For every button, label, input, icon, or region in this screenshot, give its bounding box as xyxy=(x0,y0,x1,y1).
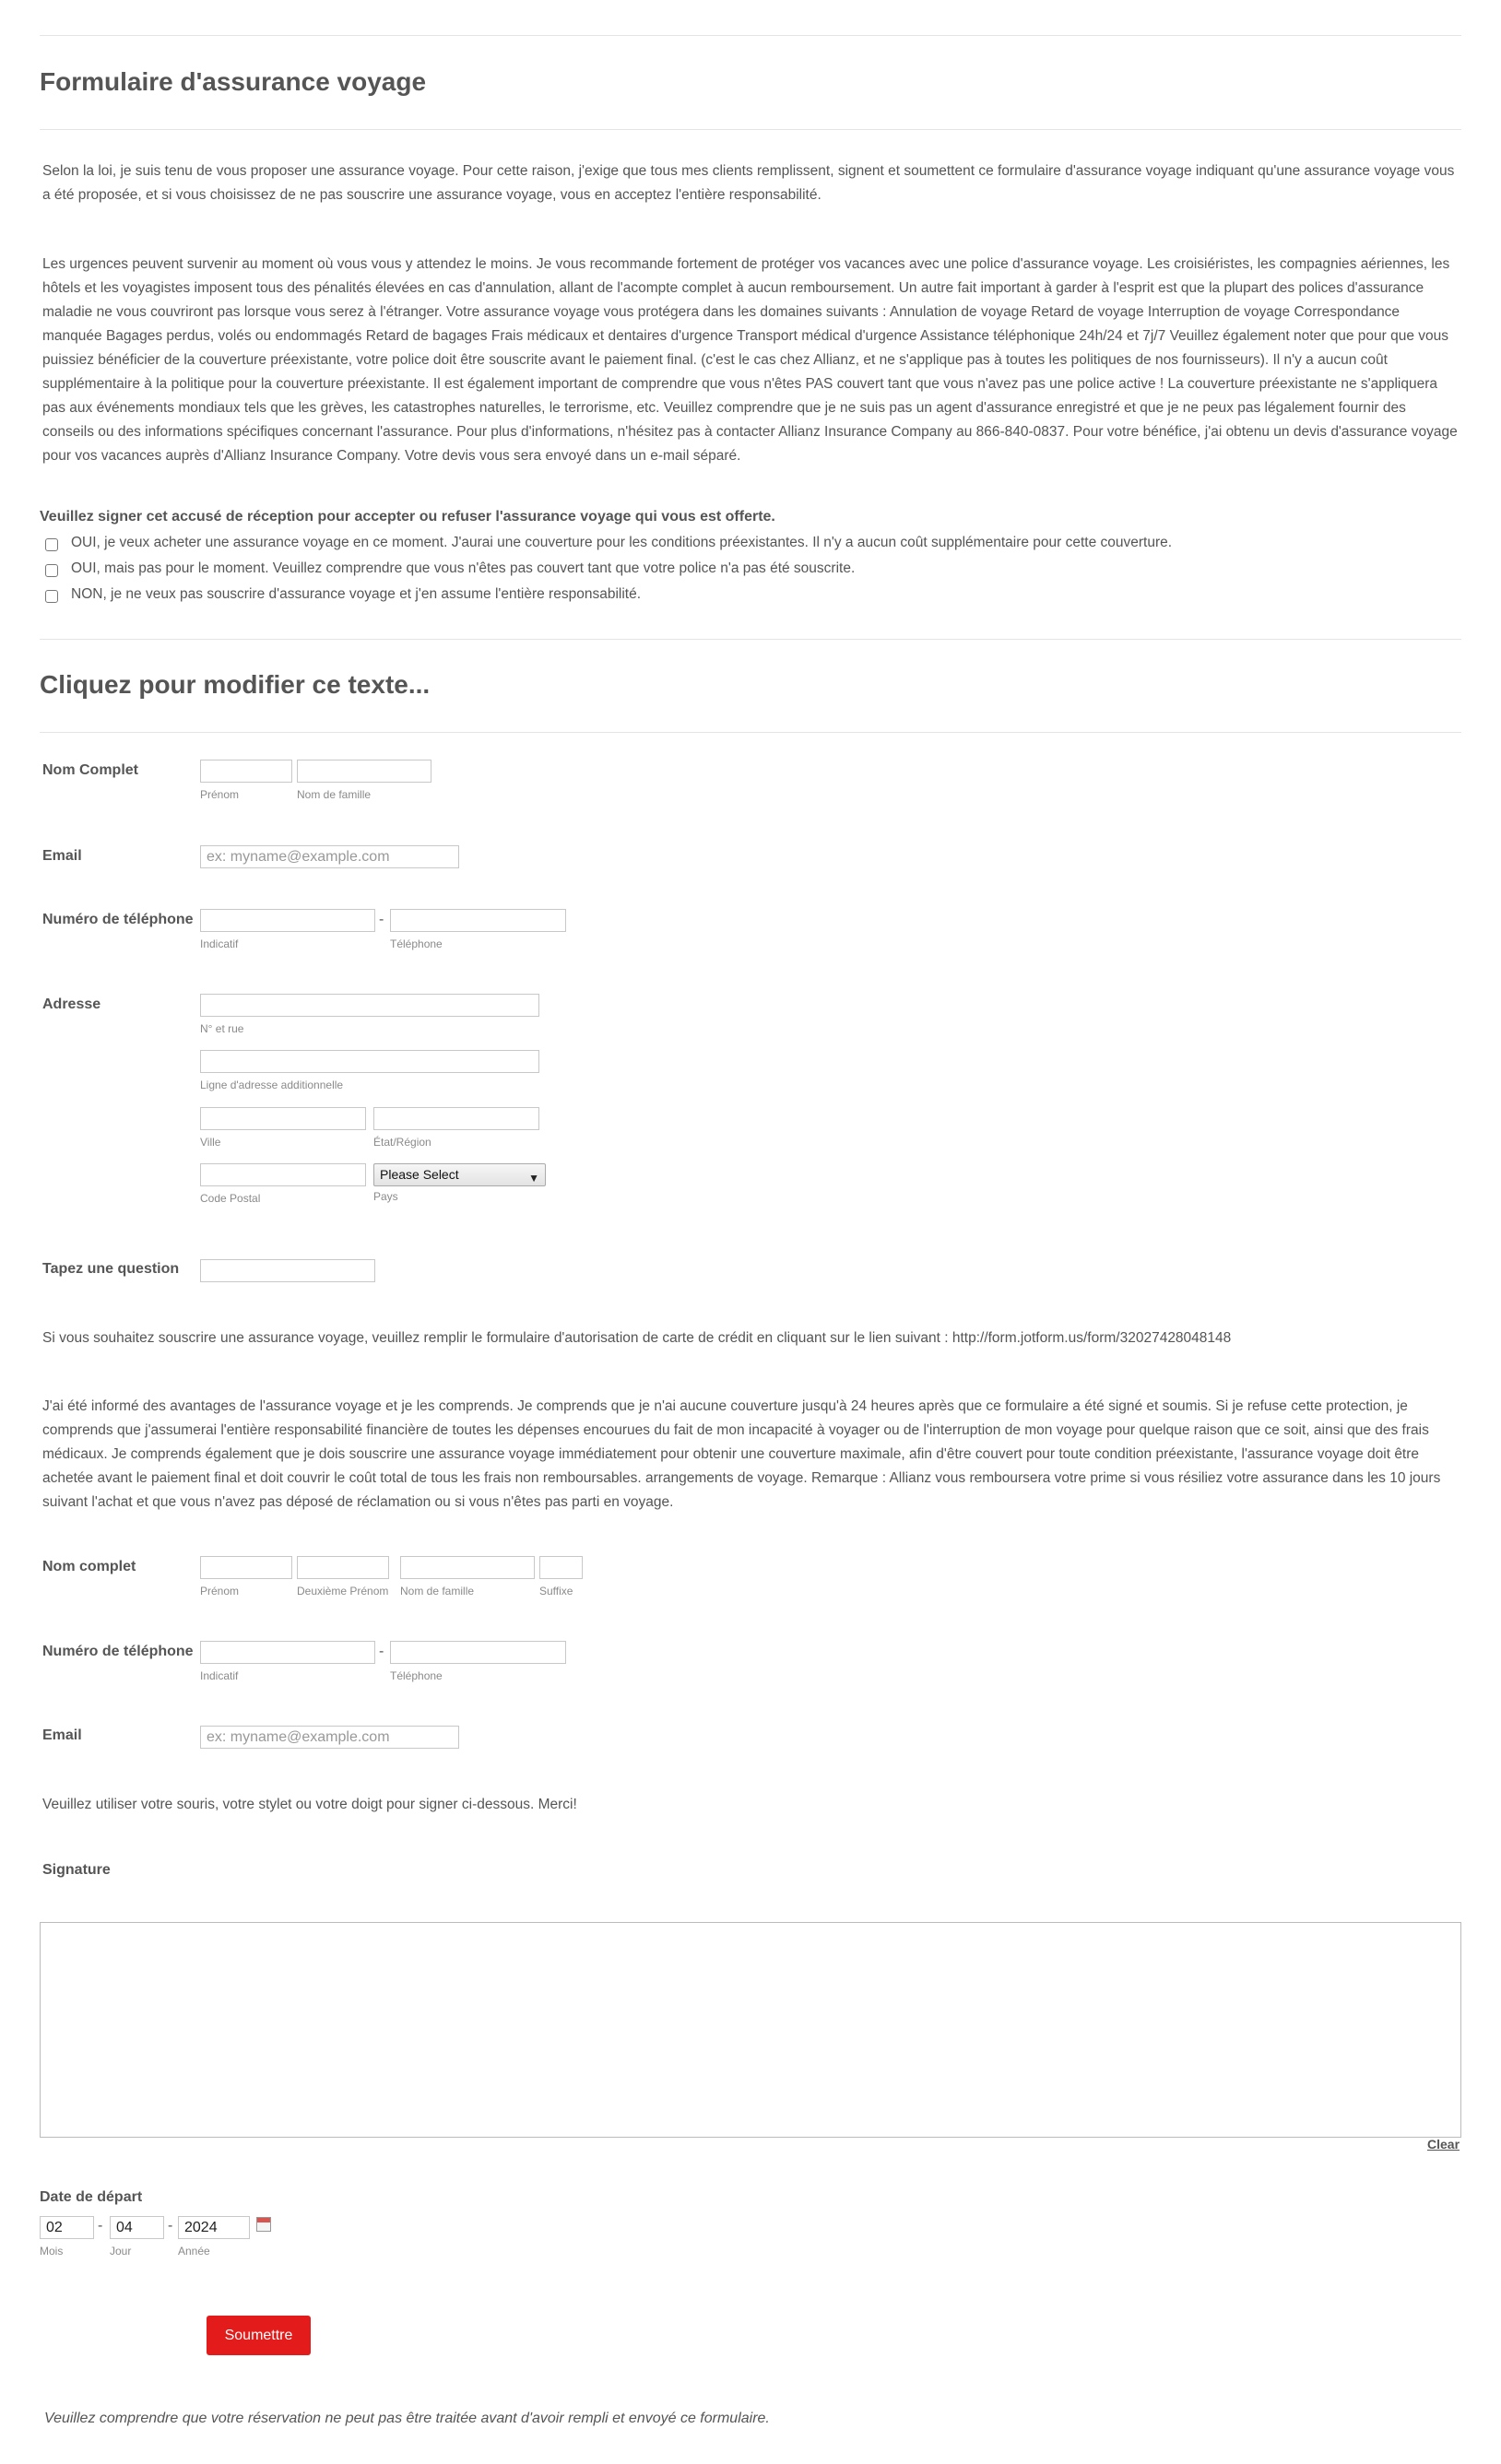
submit-button[interactable]: Soumettre xyxy=(207,2316,311,2355)
option-no-label[interactable]: NON, je ne veux pas souscrire d'assurance voyage et j'en assume l'entière responsabilité. xyxy=(71,586,642,602)
last-name-sublabel: Nom de famille xyxy=(297,788,372,801)
footer-note: Veuillez comprendre que votre réservation ne peut pas être traitée avant d'avoir rempli et envoyé ce formulaire. xyxy=(44,2411,770,2426)
departure-date-label: Date de départ xyxy=(40,2189,143,2205)
year-sublabel: Année xyxy=(178,2245,210,2258)
street2-input[interactable] xyxy=(200,1050,539,1073)
area-code-sublabel: Indicatif xyxy=(200,937,239,950)
departure-year-input[interactable]: 2024 xyxy=(178,2216,250,2239)
full-name-label: Nom Complet xyxy=(42,762,138,778)
date-dash: - xyxy=(168,2218,173,2234)
option-yes-now-checkbox[interactable] xyxy=(45,538,58,551)
country-sublabel: Pays xyxy=(373,1190,398,1203)
option-yes-now-label[interactable]: OUI, je veux acheter une assurance voyage en ce moment. J'aurai une couverture pour les conditions préexistantes. Il n'y a aucun coût supplémentaire pour cette couverture. xyxy=(71,535,1173,550)
divider xyxy=(40,732,1461,733)
departure-month-input[interactable]: 02 xyxy=(40,2216,94,2239)
full-name-2-label: Nom complet xyxy=(42,1559,136,1574)
phone-2-dash: - xyxy=(379,1644,384,1659)
phone-input[interactable] xyxy=(390,909,566,932)
suffix-sublabel: Suffixe xyxy=(539,1585,573,1597)
question-label: Tapez une question xyxy=(42,1261,180,1277)
middle-name-sublabel: Deuxième Prénom xyxy=(297,1585,389,1597)
informed-text: J'ai été informé des avantages de l'assurance voyage et je les comprends. Je comprends que je n'ai aucune couverture jusqu'à 24 heures après que ce formulaire a été signé et soumis. Si je refuse cette protection, je comprends que j'assumerai l'entière responsabilité financière de toutes les dépenses encourues du fait de mon incapacité à voyager ou de l'interruption de mon voyage pour quelque raison que ce soit, ainsi que des frais médicaux. Je comprends également que je dois souscrire une assurance voyage immédiatement pour obtenir une couverture maximale, afin d'être couvert pour toute condition préexistante, l'assurance voyage doit être achetée avant le paiement final et doit couvrir le coût total de tous les frais non remboursables. arrangements de voyage. Remarque : Allianz vous remboursera votre prime si vous résiliez votre assurance dans les 10 jours suivant l'achat et que vous n'avez pas déposé de réclamation ou si vous n'êtes pas parti en voyage. xyxy=(42,1398,1441,1510)
divider xyxy=(40,639,1461,640)
area-code-input[interactable] xyxy=(200,909,375,932)
signature-pad[interactable] xyxy=(40,1922,1461,2138)
address-label: Adresse xyxy=(42,996,101,1012)
first-name-input[interactable] xyxy=(200,760,292,783)
divider xyxy=(40,129,1461,130)
credit-card-text: Si vous souhaitez souscrire une assurance voyage, veuillez remplir le formulaire d'autorisation de carte de crédit en cliquant sur le lien suivant : http://form.jotform.us/form/32027428048148 xyxy=(42,1330,1232,1346)
email-input[interactable]: ex: myname@example.com xyxy=(200,845,459,868)
last-name-2-sublabel: Nom de famille xyxy=(400,1585,475,1597)
country-select-value: Please Select xyxy=(380,1167,459,1182)
departure-day-input[interactable]: 04 xyxy=(110,2216,164,2239)
question-input[interactable] xyxy=(200,1259,375,1282)
option-no-checkbox[interactable] xyxy=(45,590,58,603)
section-title[interactable]: Cliquez pour modifier ce texte... xyxy=(40,670,431,699)
street-sublabel: N° et rue xyxy=(200,1022,244,1035)
chevron-down-icon: ▼ xyxy=(528,1172,539,1185)
middle-name-input[interactable] xyxy=(297,1556,389,1579)
zip-input[interactable] xyxy=(200,1163,366,1186)
country-select[interactable] xyxy=(373,1163,546,1186)
street-input[interactable] xyxy=(200,994,539,1017)
page-title: Formulaire d'assurance voyage xyxy=(40,67,427,96)
date-dash: - xyxy=(98,2218,103,2234)
acknowledge-question: Veuillez signer cet accusé de réception pour accepter ou refuser l'assurance voyage qui vous est offerte. xyxy=(40,509,775,525)
phone-sublabel: Téléphone xyxy=(390,937,443,950)
option-yes-later-checkbox[interactable] xyxy=(45,564,58,577)
day-sublabel: Jour xyxy=(110,2245,132,2258)
calendar-icon[interactable] xyxy=(256,2217,271,2232)
phone-2-input[interactable] xyxy=(390,1641,566,1664)
signature-clear-link[interactable]: Clear xyxy=(1427,2137,1460,2152)
divider xyxy=(40,35,1461,36)
last-name-input[interactable] xyxy=(297,760,431,783)
state-input[interactable] xyxy=(373,1107,539,1130)
email-label: Email xyxy=(42,848,82,864)
email-2-input[interactable]: ex: myname@example.com xyxy=(200,1726,459,1749)
phone-dash: - xyxy=(379,912,384,927)
suffix-input[interactable] xyxy=(539,1556,583,1579)
first-name-2-input[interactable] xyxy=(200,1556,292,1579)
city-sublabel: Ville xyxy=(200,1136,221,1149)
area-code-2-sublabel: Indicatif xyxy=(200,1669,239,1682)
email-2-label: Email xyxy=(42,1727,82,1743)
month-sublabel: Mois xyxy=(40,2245,64,2258)
details-text: Les urgences peuvent survenir au moment où vous vous y attendez le moins. Je vous recommande fortement de protéger vos vacances avec une police d'assurance voyage. Les croisiéristes, les compagnies aériennes, les hôtels et les voyagistes imposent tous des pénalités élevées en cas d'annulation, allant de l'acompte complet à aucun remboursement. Un autre fait important à garder à l'esprit est que la plupart des polices d'assurance maladie ne vous couvriront pas lorsque vous serez à l'étranger. Votre assurance voyage vous protégera dans les domaines suivants : Annulation de voyage Retard de voyage Interruption de voyage Correspondance manquée Bagages perdus, volés ou endommagés Retard de bagages Frais médicaux et dentaires d'urgence Transport médical d'urgence Assistance téléphonique 24h/24 et 7j/7 Veuillez également noter que pour que vous puissiez bénéficier de la couverture préexistante, votre police doit être souscrite avant le paiement final. (c'est le cas chez Allianz, et ne s'applique pas à toutes les politiques de nos fournisseurs). Il n'y a aucun coût supplémentaire à la politique pour la couverture préexistante. Il est également important de comprendre que vous n'êtes PAS couvert tant que vous n'avez pas une police active ! La couverture préexistante ne s'appliquera pas aux événements mondiaux tels que les grèves, les catastrophes naturelles, le terrorisme, etc. Veuillez comprendre que je ne suis pas un agent d'assurance enregistré et que je ne peux pas légalement fournir des conseils ou des informations spécifiques concernant l'assurance. Pour plus d'informations, n'hésitez pas à contacter Allianz Insurance Company au 866-840-0837. Pour votre bénéfice, j'ai obtenu un devis d'assurance voyage pour vos vacances auprès d'Allianz Insurance Company. Votre devis vous sera envoyé dans un e-mail séparé. xyxy=(42,256,1458,464)
sign-instructions: Veuillez utiliser votre souris, votre stylet ou votre doigt pour signer ci-dessous. Merci! xyxy=(42,1797,577,1812)
first-name-sublabel: Prénom xyxy=(200,788,240,801)
street2-sublabel: Ligne d'adresse additionnelle xyxy=(200,1079,344,1091)
phone-2-label: Numéro de téléphone xyxy=(42,1644,194,1659)
phone-label: Numéro de téléphone xyxy=(42,912,194,927)
area-code-2-input[interactable] xyxy=(200,1641,375,1664)
intro-text: Selon la loi, je suis tenu de vous proposer une assurance voyage. Pour cette raison, j'exige que tous mes clients remplissent, signent et soumettent ce formulaire d'assurance voyage indiquant qu'une assurance voyage vous a été proposée, et si vous choisissez de ne pas souscrire une assurance voyage, vous en acceptez l'entière responsabilité. xyxy=(42,163,1455,203)
last-name-2-input[interactable] xyxy=(400,1556,535,1579)
signature-label: Signature xyxy=(42,1862,111,1878)
city-input[interactable] xyxy=(200,1107,366,1130)
option-yes-later-label[interactable]: OUI, mais pas pour le moment. Veuillez comprendre que vous n'êtes pas couvert tant que votre police n'a pas été souscrite. xyxy=(71,560,856,576)
first-name-2-sublabel: Prénom xyxy=(200,1585,240,1597)
phone-2-sublabel: Téléphone xyxy=(390,1669,443,1682)
zip-sublabel: Code Postal xyxy=(200,1192,261,1205)
state-sublabel: État/Région xyxy=(373,1136,431,1149)
